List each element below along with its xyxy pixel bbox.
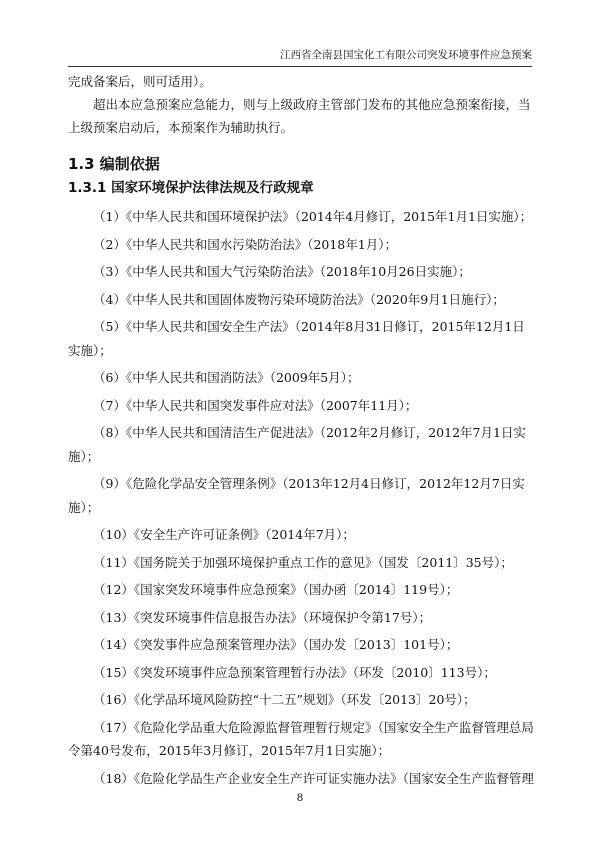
- list-item: （8）《中华人民共和国清洁生产促进法》（2012年2月修订，2012年7月1日实施）；: [68, 425, 526, 464]
- list-item: （9）《危险化学品安全管理条例》（2013年12月4日修订，2012年12月7日实施）；: [68, 476, 525, 515]
- list-item: （6）《中华人民共和国消防法》（2009年5月）；: [93, 370, 360, 385]
- list-item: （18）《危险化学品生产企业安全生产许可证实施办法》（国家安全生产监督管理: [93, 770, 534, 786]
- section-heading: 1.3 编制依据: [68, 155, 160, 173]
- subsection-heading: 1.3.1 国家环境保护法律法规及行政规章: [68, 180, 314, 196]
- list-item: （17）《危险化学品重大危险源监督管理暂行规定》（国家安全生产监督管理总局令第40号发布，2015年3月修订，2015年7月1日实施）；: [68, 719, 534, 758]
- list-item: （16）《化学品环境风险防控“十二五”规划》（环发〔2013〕20号）；: [93, 692, 476, 707]
- page-number: 8: [296, 792, 304, 804]
- list-item: （11）《国务院关于加强环境保护重点工作的意见》（国发〔2011〕35号）；: [93, 554, 513, 570]
- list-item: （10）《安全生产许可证条例》（2014年7月）；: [93, 527, 355, 542]
- list-item: （1）《中华人民共和国环境保护法》（2014年4月修订，2015年1月1日实施）；: [93, 209, 533, 224]
- list-item: （15）《突发环境事件应急预案管理暂行办法》（环发〔2010〕113号）；: [93, 664, 496, 680]
- list-item: （12）《国家突发环境事件应急预案》（国办函〔2014〕119号）；: [93, 582, 459, 597]
- intro-paragraph: 超出本应急预案应急能力，则与上级政府主管部门发布的其他应急预案衔接，当上级预案启动后，本预案作为辅助执行。: [68, 97, 531, 135]
- list-item: （14）《突发事件应急预案管理办法》（国办发〔2013〕101号）；: [93, 637, 459, 652]
- intro-continuation: 完成备案后，则可适用）。: [68, 74, 212, 89]
- list-item: （2）《中华人民共和国水污染防治法》（2018年1月）；: [93, 236, 397, 252]
- list-item: （3）《中华人民共和国大气污染防治法》（2018年10月26日实施）；: [93, 264, 471, 279]
- page-header: [68, 44, 532, 67]
- document-body: [68, 70, 534, 794]
- list-item: （4）《中华人民共和国固体废物污染环境防治法》（2020年9月1日施行）；: [93, 291, 505, 307]
- list-item: （13）《突发环境事件信息报告办法》（环境保护令第17号）；: [93, 609, 432, 625]
- list-item: （5）《中华人民共和国安全生产法》（2014年8月31日修订，2015年12月1日实施）；: [68, 319, 525, 358]
- header-title: 江西省全南县国宝化工有限公司突发环境事件应急预案: [280, 49, 532, 61]
- list-item: （7）《中华人民共和国突发事件应对法》（2007年11月）；: [93, 397, 418, 413]
